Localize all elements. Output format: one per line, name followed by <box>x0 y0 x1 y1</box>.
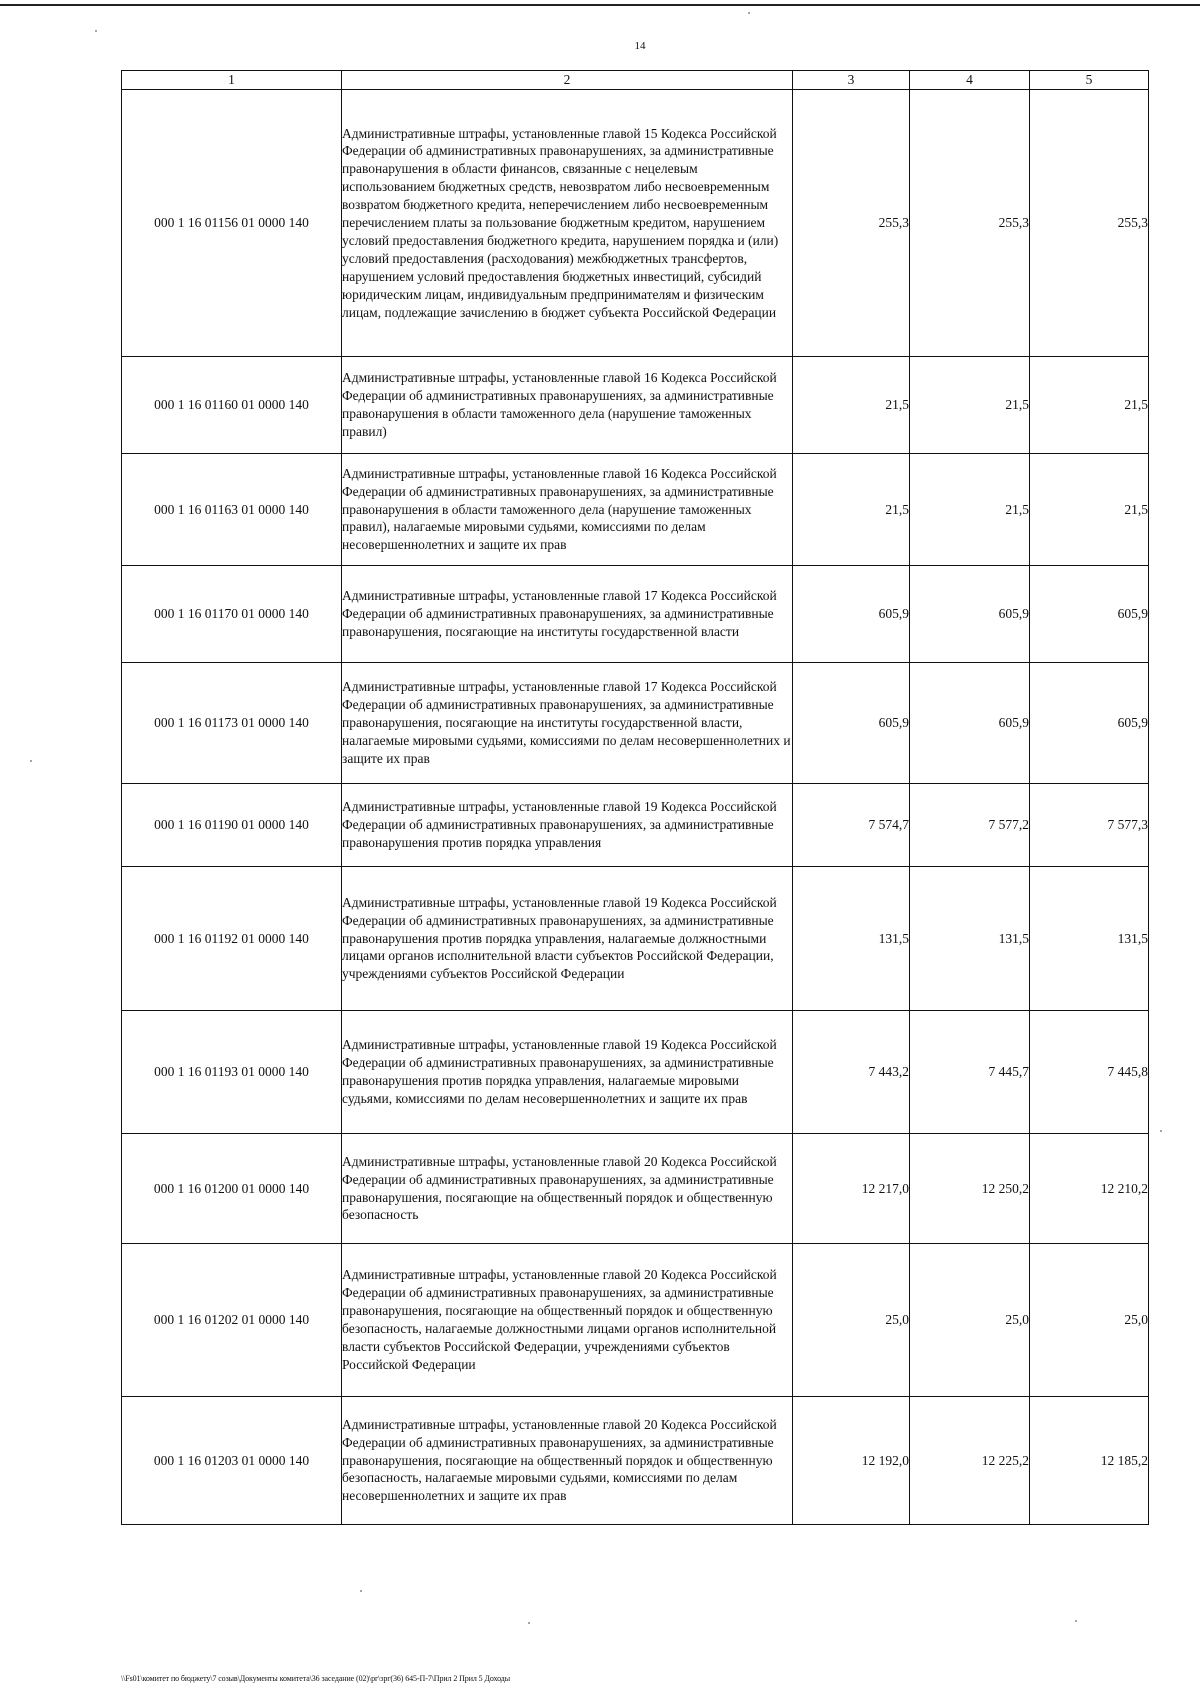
table-row <box>122 1397 1149 1525</box>
kbk-code: 000 1 16 01193 01 0000 140 <box>122 1011 342 1134</box>
revenue-table <box>121 70 1149 1525</box>
value-col-4: 12 250,2 <box>910 1134 1030 1244</box>
kbk-code: 000 1 16 01170 01 0000 140 <box>122 566 342 663</box>
revenue-description: Административные штрафы, установленные главой 16 Кодекса Российской Федерации об административных правонарушениях, за административные правонарушения в области таможенного дела (нарушение таможенных правил) <box>342 357 793 454</box>
revenue-description: Административные штрафы, установленные главой 19 Кодекса Российской Федерации об административных правонарушениях, за административные правонарушения против порядка управления <box>342 784 793 867</box>
revenue-description: Административные штрафы, установленные главой 16 Кодекса Российской Федерации об административных правонарушениях, за административные правонарушения в области таможенного дела (нарушение таможенных правил), налагаемые мировыми судьями, комиссиями по делам несовершеннолетних и защите их прав <box>342 454 793 566</box>
value-col-3: 7 443,2 <box>793 1011 910 1134</box>
table-row <box>122 1134 1149 1244</box>
column-header-1: 1 <box>122 71 342 90</box>
scan-speck <box>360 1590 362 1592</box>
value-col-4: 131,5 <box>910 867 1030 1011</box>
kbk-code: 000 1 16 01192 01 0000 140 <box>122 867 342 1011</box>
value-col-5: 12 185,2 <box>1030 1397 1149 1525</box>
kbk-code: 000 1 16 01190 01 0000 140 <box>122 784 342 867</box>
value-col-3: 25,0 <box>793 1244 910 1397</box>
value-col-5: 25,0 <box>1030 1244 1149 1397</box>
kbk-code: 000 1 16 01163 01 0000 140 <box>122 454 342 566</box>
table-row <box>122 1011 1149 1134</box>
revenue-description: Административные штрафы, установленные главой 20 Кодекса Российской Федерации об административных правонарушениях, за административные правонарушения, посягающие на общественный порядок и общественную безопасность, налагаемые должностными лицами органов исполнительной власти субъектов Российской Федерации, учреждениями субъектов Российской Федерации <box>342 1244 793 1397</box>
table-row <box>122 90 1149 357</box>
kbk-code: 000 1 16 01200 01 0000 140 <box>122 1134 342 1244</box>
scan-speck <box>1160 1130 1162 1132</box>
value-col-4: 21,5 <box>910 454 1030 566</box>
value-col-5: 21,5 <box>1030 454 1149 566</box>
revenue-description: Административные штрафы, установленные главой 19 Кодекса Российской Федерации об административных правонарушениях, за административные правонарушения против порядка управления, налагаемые мировыми судьями, комиссиями по делам несовершеннолетних и защите их прав <box>342 1011 793 1134</box>
revenue-description: Административные штрафы, установленные главой 17 Кодекса Российской Федерации об административных правонарушениях, за административные правонарушения, посягающие на институты государственной власти <box>342 566 793 663</box>
value-col-5: 605,9 <box>1030 663 1149 784</box>
table-row <box>122 867 1149 1011</box>
value-col-5: 21,5 <box>1030 357 1149 454</box>
value-col-4: 605,9 <box>910 566 1030 663</box>
value-col-4: 7 445,7 <box>910 1011 1030 1134</box>
revenue-description: Административные штрафы, установленные главой 19 Кодекса Российской Федерации об административных правонарушениях, за административные правонарушения против порядка управления, налагаемые должностными лицами органов исполнительной власти субъектов Российской Федерации, учреждениями субъектов Российской Федерации <box>342 867 793 1011</box>
footer-file-path: \\Fs01\комитет по бюджету\7 созыв\Документы комитета\36 заседание (02)\рг\зрг(36) 645-П-7\Прил 2 Прил 5 Доходы <box>121 1674 511 1683</box>
value-col-3: 7 574,7 <box>793 784 910 867</box>
value-col-3: 12 217,0 <box>793 1134 910 1244</box>
scan-speck <box>1075 1620 1077 1622</box>
column-header-5: 5 <box>1030 71 1149 90</box>
value-col-3: 255,3 <box>793 90 910 357</box>
scan-speck <box>748 12 750 14</box>
value-col-3: 605,9 <box>793 663 910 784</box>
value-col-5: 7 445,8 <box>1030 1011 1149 1134</box>
table-body <box>122 90 1149 1525</box>
column-header-2: 2 <box>342 71 793 90</box>
top-border-line <box>0 4 1200 6</box>
scan-speck <box>30 760 32 762</box>
table-row <box>122 784 1149 867</box>
table-row <box>122 357 1149 454</box>
revenue-description: Административные штрафы, установленные главой 17 Кодекса Российской Федерации об административных правонарушениях, за административные правонарушения, посягающие на институты государственной власти, налагаемые мировыми судьями, комиссиями по делам несовершеннолетних и защите их прав <box>342 663 793 784</box>
table-row <box>122 454 1149 566</box>
table-row <box>122 663 1149 784</box>
value-col-5: 255,3 <box>1030 90 1149 357</box>
value-col-5: 605,9 <box>1030 566 1149 663</box>
value-col-3: 21,5 <box>793 357 910 454</box>
table-row <box>122 1244 1149 1397</box>
value-col-5: 131,5 <box>1030 867 1149 1011</box>
column-header-3: 3 <box>793 71 910 90</box>
value-col-4: 255,3 <box>910 90 1030 357</box>
page-number: 14 <box>634 40 646 52</box>
value-col-4: 7 577,2 <box>910 784 1030 867</box>
value-col-3: 21,5 <box>793 454 910 566</box>
revenue-description: Административные штрафы, установленные главой 20 Кодекса Российской Федерации об административных правонарушениях, за административные правонарушения, посягающие на общественный порядок и общественную безопасность <box>342 1134 793 1244</box>
value-col-4: 605,9 <box>910 663 1030 784</box>
table-row <box>122 566 1149 663</box>
kbk-code: 000 1 16 01173 01 0000 140 <box>122 663 342 784</box>
table-header <box>122 71 1149 90</box>
scan-speck <box>528 1622 530 1624</box>
value-col-5: 7 577,3 <box>1030 784 1149 867</box>
kbk-code: 000 1 16 01156 01 0000 140 <box>122 90 342 357</box>
value-col-5: 12 210,2 <box>1030 1134 1149 1244</box>
kbk-code: 000 1 16 01202 01 0000 140 <box>122 1244 342 1397</box>
value-col-3: 12 192,0 <box>793 1397 910 1525</box>
revenue-description: Административные штрафы, установленные главой 20 Кодекса Российской Федерации об административных правонарушениях, за административные правонарушения, посягающие на общественный порядок и общественную безопасность, налагаемые мировыми судьями, комиссиями по делам несовершеннолетних и защите их прав <box>342 1397 793 1525</box>
value-col-4: 21,5 <box>910 357 1030 454</box>
value-col-4: 25,0 <box>910 1244 1030 1397</box>
column-header-4: 4 <box>910 71 1030 90</box>
kbk-code: 000 1 16 01160 01 0000 140 <box>122 357 342 454</box>
value-col-4: 12 225,2 <box>910 1397 1030 1525</box>
scan-speck <box>95 30 97 32</box>
header-row <box>122 71 1149 90</box>
revenue-description: Административные штрафы, установленные главой 15 Кодекса Российской Федерации об административных правонарушениях, за административные правонарушения в области финансов, связанные с нецелевым использованием бюджетных средств, невозвратом либо несвоевременным возвратом бюджетного кредита, неперечислением либо несвоевременным перечислением платы за пользование бюджетным кредитом, нарушением условий предоставления бюджетного кредита, нарушением порядка и (или) условий предоставления (расходования) межбюджетных трансфертов, нарушением условий предоставления бюджетных инвестиций, субсидий юридическим лицам, индивидуальным предпринимателям и физическим лицам, подлежащие зачислению в бюджет субъекта Российской Федерации <box>342 90 793 357</box>
value-col-3: 131,5 <box>793 867 910 1011</box>
value-col-3: 605,9 <box>793 566 910 663</box>
kbk-code: 000 1 16 01203 01 0000 140 <box>122 1397 342 1525</box>
